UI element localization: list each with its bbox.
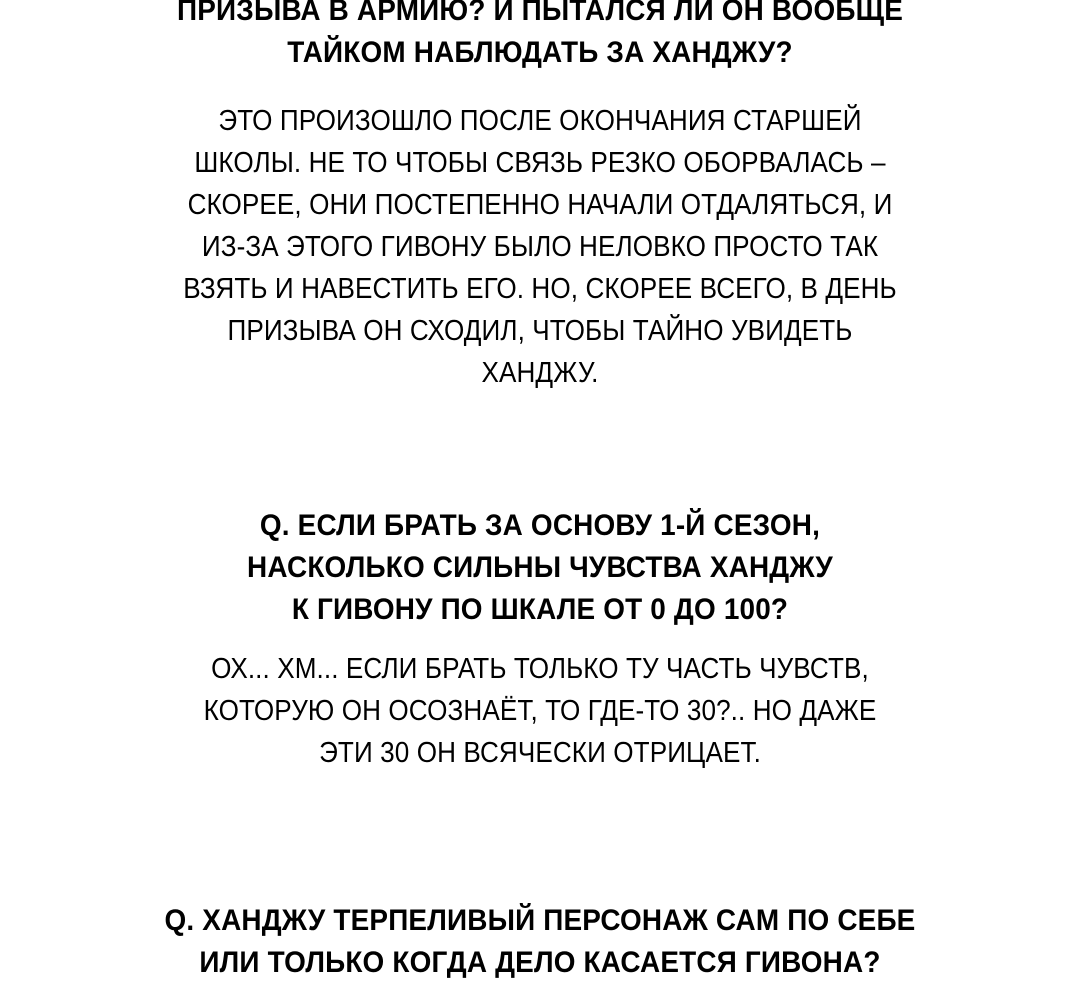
answer-paragraph-2 bbox=[54, 648, 1026, 774]
answer-paragraph-2-line-3: ЭТИ 30 ОН ВСЯЧЕСКИ ОТРИЦАЕТ. bbox=[319, 737, 761, 769]
answer-paragraph-1 bbox=[54, 100, 1026, 394]
answer-paragraph-1-line-4: ИЗ-ЗА ЭТОГО ГИВОНУ БЫЛО НЕЛОВКО ПРОСТО ТАК bbox=[201, 231, 879, 263]
answer-paragraph-1-line-2: ШКОЛЫ. НЕ ТО ЧТОБЫ СВЯЗЬ РЕЗКО ОБОРВАЛАСЬ – bbox=[194, 147, 886, 179]
answer-paragraph-2-line-2: КОТОРУЮ ОН ОСОЗНАЁТ, ТО ГДЕ-ТО 30?.. НО ДАЖЕ bbox=[203, 695, 877, 727]
answer-paragraph-2-line-1: ОХ... ХМ... ЕСЛИ БРАТЬ ТОЛЬКО ТУ ЧАСТЬ ЧУВСТВ, bbox=[211, 653, 869, 685]
answer-paragraph-1-line-1: ЭТО ПРОИЗОШЛО ПОСЛЕ ОКОНЧАНИЯ СТАРШЕЙ bbox=[218, 105, 862, 137]
answer-paragraph-1-line-7: ХАНДЖУ. bbox=[481, 357, 599, 389]
answer-paragraph-1-line-3: СКОРЕЕ, ОНИ ПОСТЕПЕННО НАЧАЛИ ОТДАЛЯТЬСЯ, И bbox=[187, 189, 893, 221]
question-heading-2 bbox=[38, 505, 1042, 631]
question-heading-2-line-2: НАСКОЛЬКО СИЛЬНЫ ЧУВСТВА ХАНДЖУ bbox=[247, 551, 833, 584]
question-heading-2-line-3: К ГИВОНУ ПО ШКАЛЕ ОТ 0 ДО 100? bbox=[291, 593, 789, 626]
question-heading-1 bbox=[38, 0, 1042, 74]
question-heading-3-line-1: Q. ХАНДЖУ ТЕРПЕЛИВЫЙ ПЕРСОНАЖ САМ ПО СЕБЕ bbox=[164, 904, 916, 937]
answer-paragraph-1-line-5: ВЗЯТЬ И НАВЕСТИТЬ ЕГО. НО, СКОРЕЕ ВСЕГО, В ДЕНЬ bbox=[183, 273, 897, 305]
question-heading-1-line-2: ТАЙКОМ НАБЛЮДАТЬ ЗА ХАНДЖУ? bbox=[287, 36, 793, 69]
answer-paragraph-1-line-6: ПРИЗЫВА ОН СХОДИЛ, ЧТОБЫ ТАЙНО УВИДЕТЬ bbox=[227, 315, 853, 347]
question-heading-1-line-1: ПРИЗЫВА В АРМИЮ? И ПЫТАЛСЯ ЛИ ОН ВООБЩЕ bbox=[177, 0, 903, 27]
question-heading-3-line-2: ИЛИ ТОЛЬКО КОГДА ДЕЛО КАСАЕТСЯ ГИВОНА? bbox=[199, 946, 881, 979]
question-heading-3 bbox=[38, 900, 1042, 984]
question-heading-2-line-1: Q. ЕСЛИ БРАТЬ ЗА ОСНОВУ 1-Й СЕЗОН, bbox=[259, 509, 821, 542]
